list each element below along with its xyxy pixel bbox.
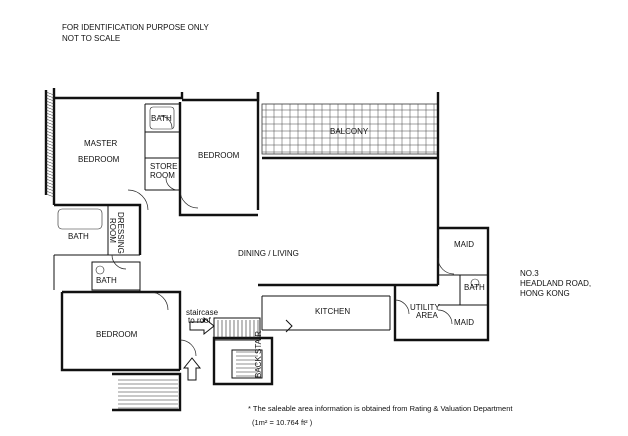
room-label-bath-lower: BATH <box>96 276 117 285</box>
room-label-bath-left: BATH <box>68 232 89 241</box>
room-label-bath-master: BATH <box>151 114 172 123</box>
room-label-balcony: BALCONY <box>330 127 369 136</box>
bathtubs <box>58 107 479 287</box>
room-label-staircase: staircase <box>186 308 219 317</box>
room-label-dressing: DRESSING <box>116 212 125 254</box>
room-label-kitchen: KITCHEN <box>315 307 351 316</box>
room-label-bath-maid: BATH <box>464 283 485 292</box>
address-line-1: NO.3 <box>520 269 539 278</box>
stair-treads <box>118 320 258 408</box>
address-line-3: HONG KONG <box>520 289 570 298</box>
room-label-to-roof: to roof <box>188 316 211 325</box>
scale-note: NOT TO SCALE <box>62 34 121 43</box>
footnote-text: * The saleable area information is obtained from Rating & Valuation Department <box>248 404 513 413</box>
room-label-bedroom-2: BEDROOM <box>198 151 240 160</box>
disclaimer-text: FOR IDENTIFICATION PURPOSE ONLY <box>62 23 209 32</box>
room-label-master-bedroom: BEDROOM <box>78 155 120 164</box>
room-label-dressing-room: ROOM <box>108 218 117 243</box>
room-label-maid-upper: MAID <box>454 240 474 249</box>
room-label-bedroom-3: BEDROOM <box>96 330 138 339</box>
room-label-dining-living: DINING / LIVING <box>238 249 299 258</box>
room-label-maid-lower: MAID <box>454 318 474 327</box>
room-label-master: MASTER <box>84 139 118 148</box>
room-label-utility-area: AREA <box>416 311 438 320</box>
address-line-2: HEADLAND ROAD, <box>520 279 592 288</box>
room-label-back-stair: BACK STAIR <box>254 331 263 378</box>
room-label-store-room: ROOM <box>150 171 175 180</box>
area-conversion: (1m² = 10.764 ft² ) <box>252 418 313 427</box>
room-label-utility: UTILITY <box>410 303 440 312</box>
room-label-store: STORE <box>150 162 178 171</box>
